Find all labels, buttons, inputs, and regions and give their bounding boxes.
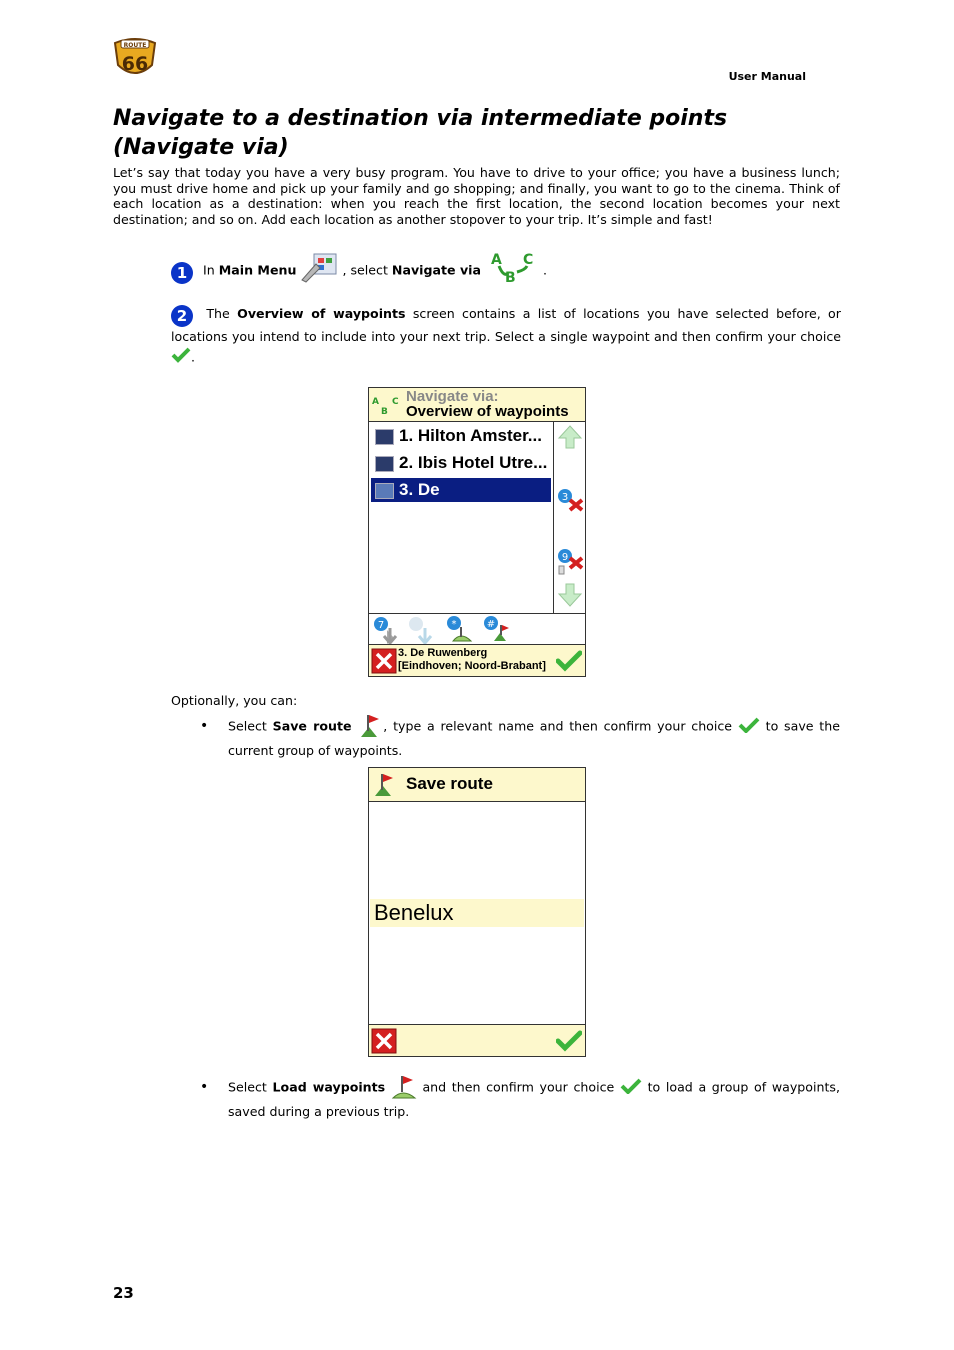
step-1: [171, 250, 841, 292]
save-route-bottombar: [369, 1024, 585, 1056]
bullet-load-waypoints: [228, 1072, 840, 1120]
main-menu-label: Main Menu: [218, 262, 297, 278]
poi-icon: [375, 483, 394, 499]
intro-paragraph: Let’s say that today you have a very busy program. You have to drive to your office; you have a business lunch; you must drive home and pick up your family and go shopping; and finally, you want to go to the cinema. Think of each location as a destination: when you reach the first location, the second location becomes your next destination; and so on. Add each location as another stopover to your trip. It’s simple and fast!: [113, 165, 840, 227]
confirm-check-icon: [171, 347, 191, 369]
confirm-check-icon: [738, 717, 760, 737]
overview-title-line1: Navigate via:: [406, 388, 499, 405]
confirm-check-icon: [620, 1078, 642, 1098]
route66-logo: [112, 35, 158, 81]
optional-text: Optionally, you can:: [171, 693, 298, 708]
load-waypoints-icon[interactable]: [445, 615, 473, 647]
load-waypoints-label: Load waypoints: [272, 1079, 386, 1095]
svg-text:C: C: [523, 252, 534, 268]
route-name-input[interactable]: Benelux: [370, 899, 584, 927]
step2-text: screen contains a list of locations you have selected before, or locations you intend to include into your next trip. Select a single waypoint and then confirm your choice: [171, 306, 841, 344]
section-title: Navigate to a destination via intermediate points (Navigate via): [113, 106, 728, 160]
bullet2-mid: and then confirm your choice: [422, 1079, 615, 1095]
cancel-x-icon[interactable]: [371, 648, 397, 678]
cancel-x-icon[interactable]: [371, 1028, 397, 1058]
step1-end: .: [543, 262, 548, 278]
running-header: User Manual: [728, 70, 806, 83]
svg-text:A: A: [372, 397, 379, 407]
step2-end: .: [191, 349, 196, 365]
svg-text:#: #: [486, 619, 496, 630]
delete-all-waypoints-icon[interactable]: [556, 548, 584, 580]
hotel-icon: [375, 456, 394, 472]
svg-text:A: A: [491, 252, 502, 268]
save-route-icon: [357, 711, 383, 743]
side-toolbar: [554, 422, 585, 613]
save-route-screen: [368, 767, 586, 1057]
bullet1-mid: , type a relevant name and then confirm your choice: [383, 718, 733, 734]
load-waypoints-icon: [391, 1072, 417, 1104]
waypoint-row-selected[interactable]: [371, 478, 551, 523]
confirm-check-icon[interactable]: [556, 650, 582, 676]
step-number-1: 1: [171, 262, 193, 284]
save-route-icon[interactable]: [482, 615, 510, 647]
navigate-via-small-icon: [371, 394, 401, 420]
svg-text:B: B: [381, 407, 388, 416]
waypoint-label: 1. Hilton Amster...: [399, 426, 542, 445]
bullet1-pre: Select: [228, 718, 267, 734]
overview-screen: [368, 387, 586, 677]
down-arrow-icon[interactable]: [557, 582, 583, 612]
svg-text:66: 66: [121, 53, 149, 75]
bullet-dot: •: [200, 718, 209, 734]
bullet1-post: to save the current group of waypoints.: [228, 718, 840, 758]
step1-mid: , select: [342, 262, 388, 278]
confirm-check-icon[interactable]: [556, 1030, 582, 1056]
bullet-dot: •: [200, 1079, 209, 1095]
delete-waypoint-icon[interactable]: [556, 488, 584, 516]
overview-label: Overview of waypoints: [237, 306, 406, 321]
waypoint-row[interactable]: [371, 451, 551, 475]
step-number-2: 2: [171, 305, 193, 327]
overview-statusbar: [369, 644, 585, 676]
step-2: [171, 304, 841, 369]
svg-text:7: 7: [377, 620, 385, 631]
waypoint-row[interactable]: [371, 424, 551, 448]
svg-text:*: *: [451, 619, 457, 630]
bullet2-pre: Select: [228, 1079, 267, 1095]
bullet2-post: to load a group of waypoints, saved during a previous trip.: [228, 1079, 840, 1119]
overview-titlebar: [369, 388, 585, 422]
hotel-icon: [375, 429, 394, 445]
up-arrow-icon[interactable]: [557, 424, 583, 454]
svg-text:ROUTE: ROUTE: [123, 42, 147, 49]
selected-waypoint-status: 3. De Ruwenberg [Eindhoven; Noord-Brabant]: [398, 647, 546, 672]
bullet-save-route: [228, 711, 840, 759]
svg-text:C: C: [392, 397, 399, 407]
svg-text:3: 3: [561, 492, 569, 503]
save-route-label: Save route: [272, 718, 352, 734]
navigate-via-label: Navigate via: [391, 262, 481, 278]
svg-text:B: B: [505, 270, 516, 286]
svg-text:9: 9: [561, 552, 569, 563]
navigate-via-abc-icon: [489, 250, 539, 292]
save-route-icon: [371, 770, 397, 802]
waypoint-list[interactable]: [369, 422, 554, 613]
bottom-toolbar: [369, 613, 585, 645]
step1-pre: In: [203, 262, 215, 278]
overview-title-line2: Overview of waypoints: [406, 403, 569, 420]
waypoint-label: 2. Ibis Hotel Utre...: [399, 453, 548, 472]
save-route-title: Save route: [406, 774, 493, 793]
step2-pre: The: [206, 306, 230, 321]
main-menu-icon: [300, 252, 338, 290]
waypoint-label: 3. De Ruwenberg...: [399, 480, 506, 523]
save-route-titlebar: [369, 768, 585, 802]
page-number: 23: [113, 1284, 134, 1302]
